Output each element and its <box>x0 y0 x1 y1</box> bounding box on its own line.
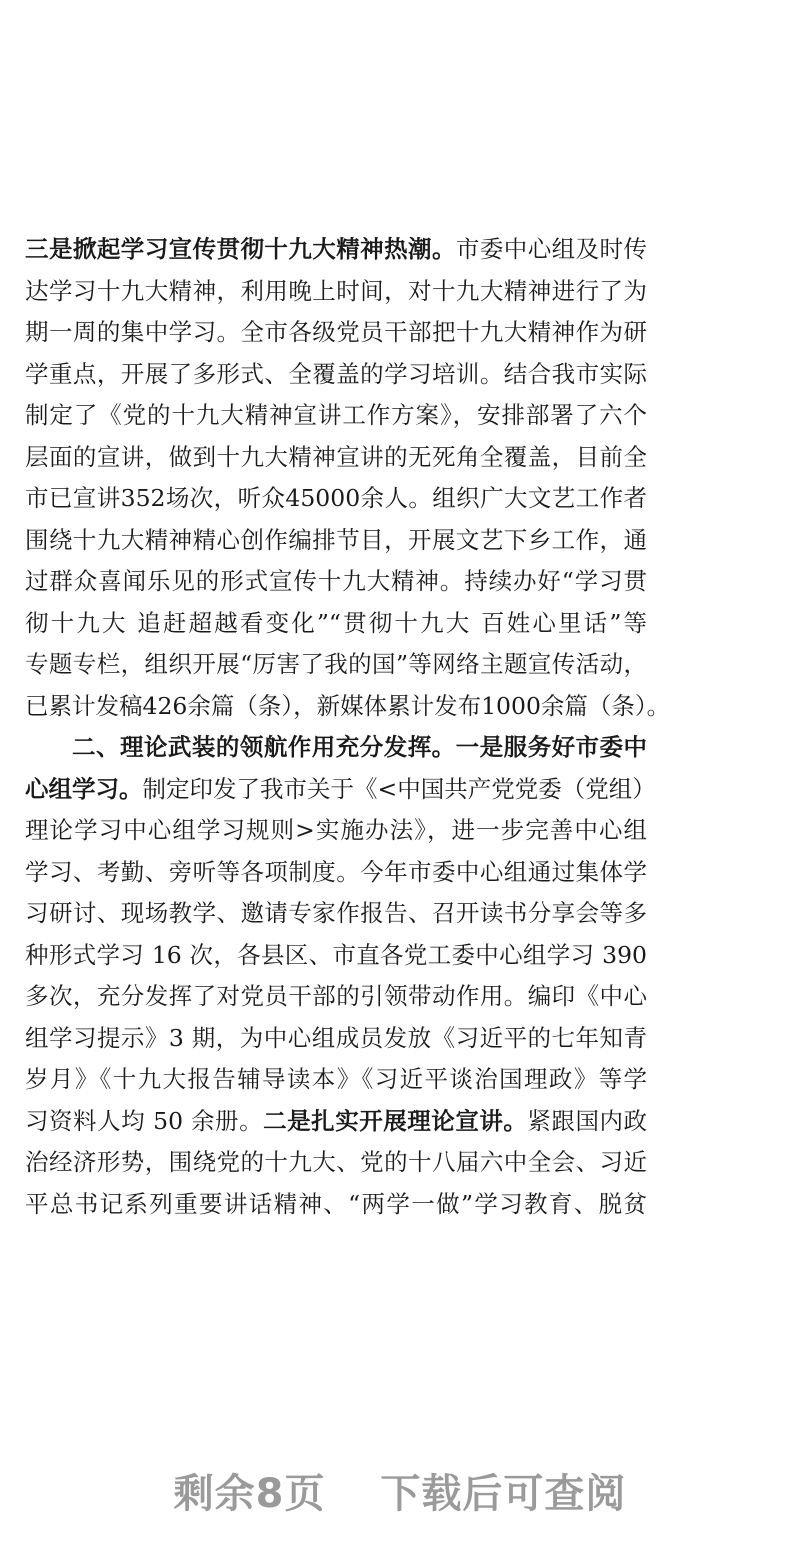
paragraph-line <box>25 1142 647 1184</box>
paragraph-line <box>25 686 671 728</box>
paragraph-line <box>25 395 647 437</box>
paragraph-line <box>25 1101 647 1143</box>
bold-lead-text: 二、理论武装的领航作用充分发挥。一是服务好市委中 <box>72 733 647 761</box>
paragraph-line <box>25 976 647 1018</box>
paragraph-line <box>25 478 647 520</box>
body-text: 多次，充分发挥了对党员干部的引领带动作用。编印《中心 <box>25 982 647 1010</box>
bold-lead-text: 心组学习。 <box>25 774 143 803</box>
body-text: 过群众喜闻乐见的形式宣传十九大精神。持续办好“学习贯 <box>25 567 647 595</box>
body-text: 紧跟国内政 <box>527 1106 648 1135</box>
document-body <box>25 229 671 1225</box>
body-text: 达学习十九大精神，利用晚上时间，对十九大精神进行了为 <box>25 276 647 305</box>
paragraph-line <box>25 229 647 271</box>
body-text: 市已宣讲352场次，听众45000余人。组织广大文艺工作者 <box>25 484 647 512</box>
body-text: 平总书记系列重要讲话精神、“两学一做”学习教育、脱贫 <box>25 1189 647 1218</box>
paragraph-line <box>25 312 647 354</box>
paragraph-line <box>25 727 647 769</box>
download-prompt[interactable] <box>0 1462 800 1519</box>
body-text: 学重点，开展了多形式、全覆盖的学习培训。结合我市实际 <box>25 359 647 388</box>
body-text: 期一周的集中学习。全市各级党员干部把十九大精神作为研 <box>25 318 647 346</box>
body-text: 已累计发稿426余篇（条），新媒体累计发布1000余篇（条）。 <box>25 691 671 720</box>
bold-lead-text: 三是掀起学习宣传贯彻十九大精神热潮。 <box>25 235 456 263</box>
paragraph-line <box>25 271 647 313</box>
body-text: 岁月》《十九大报告辅导读本》《习近平谈治国理政》等学 <box>25 1065 647 1093</box>
body-text: 围绕十九大精神精心创作编排节目，开展文艺下乡工作，通 <box>25 525 647 554</box>
paragraph-line <box>25 852 647 894</box>
body-text: 制定印发了我市关于《<中国共产党党委（党组） <box>142 774 656 803</box>
paragraph-line <box>25 935 647 977</box>
remaining-pages-label: 剩余8页 <box>173 1471 326 1517</box>
body-text: 习研讨、现场教学、邀请专家作报告、召开读书分享会等多 <box>25 899 647 927</box>
paragraph-line <box>25 561 647 603</box>
download-to-view-label: 下载后可查阅 <box>380 1471 627 1517</box>
body-text: 种形式学习 16 次，各县区、市直各党工委中心组学习 390 <box>25 940 647 969</box>
paragraph-line <box>25 810 647 852</box>
paragraph-line <box>25 893 647 935</box>
body-text: 市委中心组及时传 <box>455 235 648 263</box>
paragraph-line <box>25 1059 647 1101</box>
paragraph-line <box>25 1018 647 1060</box>
paragraph-line <box>25 354 647 396</box>
body-text: 习资料人均 50 余册。 <box>25 1106 264 1135</box>
body-text: 学习、考勤、旁听等各项制度。今年市委中心组通过集体学 <box>25 857 647 886</box>
paragraph-line <box>25 603 647 645</box>
paragraph-line <box>25 437 647 479</box>
paragraph-line <box>25 644 647 686</box>
body-text: 专题专栏，组织开展“厉害了我的国”等网络主题宣传活动， <box>25 650 647 678</box>
paragraph-line <box>25 769 656 811</box>
body-text: 制定了《党的十九大精神宣讲工作方案》，安排部署了六个 <box>25 401 647 429</box>
body-text: 彻十九大 追赶超越看变化”“贯彻十九大 百姓心里话”等 <box>25 608 647 637</box>
body-text: 理论学习中心组学习规则>实施办法》，进一步完善中心组 <box>25 816 647 844</box>
paragraph-line <box>25 1184 647 1226</box>
body-text: 层面的宣讲，做到十九大精神宣讲的无死角全覆盖，目前全 <box>25 442 647 471</box>
body-text: 组学习提示》3 期，为中心组成员发放《习近平的七年知青 <box>25 1023 647 1052</box>
paragraph-line <box>25 520 647 562</box>
body-text: 治经济形势，围绕党的十九大、党的十八届六中全会、习近 <box>25 1148 647 1176</box>
bold-lead-text: 二是扎实开展理论宣讲。 <box>263 1106 528 1135</box>
